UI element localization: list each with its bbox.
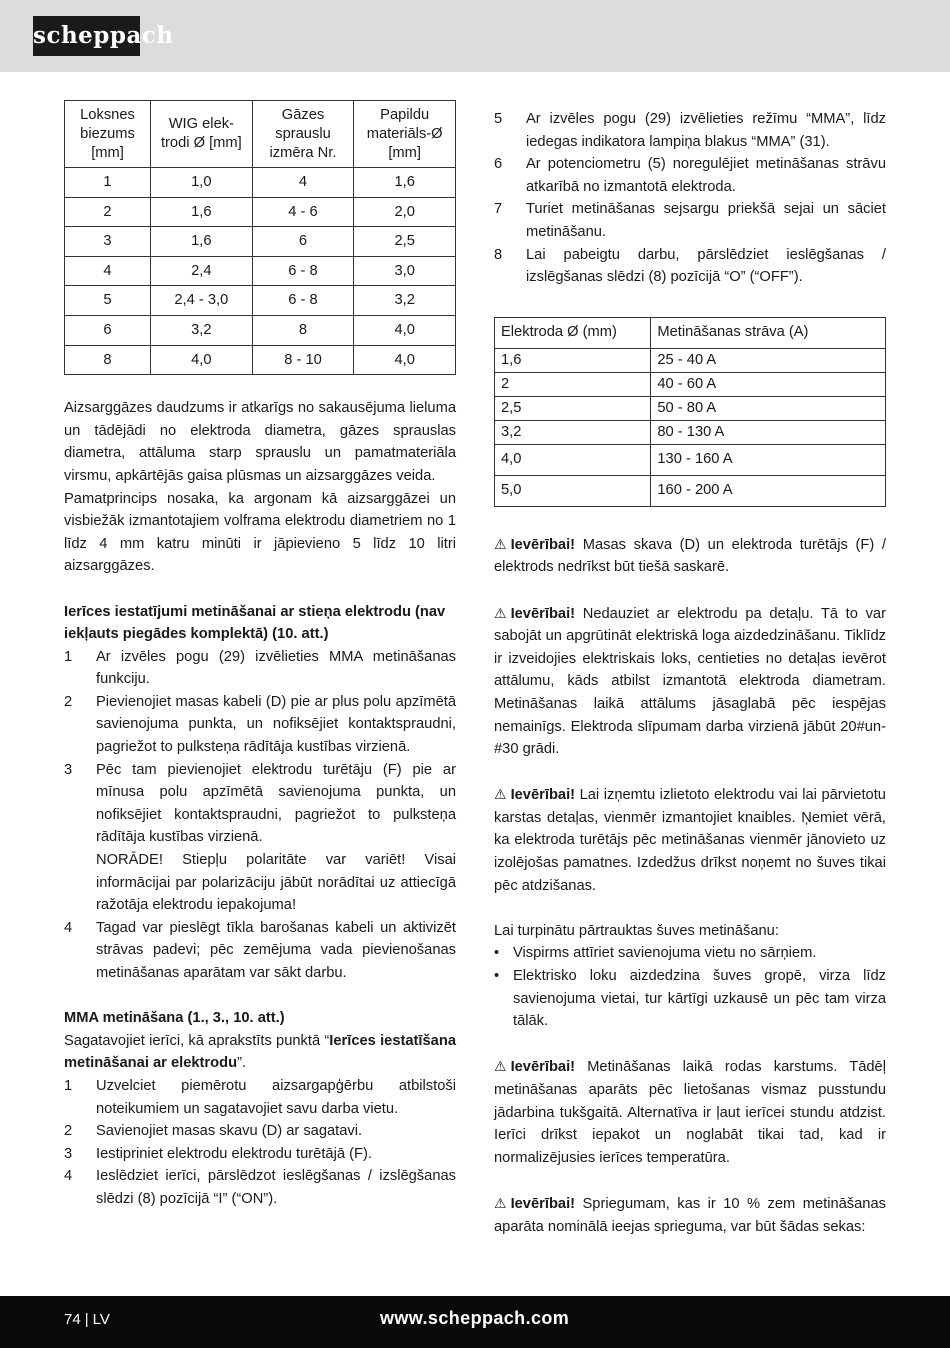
- warning-paragraph: [494, 533, 886, 579]
- table-header-row: [495, 317, 886, 348]
- list-number: 2: [64, 693, 73, 710]
- page-number: [64, 1311, 110, 1328]
- list-item-text: Uzvelciet piemērotu aizsargapģērbu atbilstoši noteikumiem un sagatavojiet savu darba vietu.: [96, 1077, 456, 1117]
- table-cell: 1,6: [151, 227, 253, 257]
- list-item-text: Turiet metināšanas sejsargu priekšā sejai un sāciet metināšanu.: [526, 201, 886, 240]
- table-cell: 4,0: [151, 345, 253, 375]
- table-row: [495, 420, 886, 444]
- warning-paragraph: [494, 602, 886, 761]
- table-row: [65, 345, 456, 375]
- table-cell: 2,0: [354, 197, 456, 227]
- list-item: [64, 1165, 456, 1210]
- warning-text: Nedauziet ar elektrodu pa detaļu. Tā to var sabojāt un apgrūtināt elektriskā loga aizdedzināšanu. Tiklīdz ir izveidojies elektriskais loks, centieties no detaļas ievērot attālumu, kāds atbilst izmantotā elektroda diametram. Metināšanas laikā attālums jāsaglabā pēc iespējas nemainīgs. Elektroda slīpumam darba virzienā jābūt 20#un-#30 grādi.: [494, 605, 886, 758]
- bullet-icon: •: [494, 945, 500, 962]
- list-item: [64, 1075, 456, 1120]
- list-item-text: Lai pabeigtu darbu, pārslēdziet ieslēgšanas / izslēgšanas slēdzi (8) pozīcijā “O” (“OFF”).: [526, 246, 886, 286]
- list-number: 7: [494, 201, 503, 218]
- list-item: [64, 917, 456, 985]
- language-code: LV: [92, 1311, 110, 1328]
- list-number: 3: [64, 761, 73, 778]
- table-row: [495, 396, 886, 420]
- table-cell: 2,4: [151, 256, 253, 286]
- table-row: [65, 286, 456, 316]
- table-cell: 2,4 - 3,0: [151, 286, 253, 316]
- list-item: [64, 646, 456, 691]
- section-heading: Ierīces iestatījumi metināšanai ar stieņa elektrodu (nav iekļauts piegādes komplektā) (10. att.): [64, 603, 446, 643]
- right-column: [494, 108, 886, 1238]
- list-number: 1: [64, 1077, 73, 1094]
- website-link[interactable]: www.scheppach.com: [380, 1308, 570, 1328]
- list-number: 2: [64, 1123, 73, 1140]
- list-number: 6: [494, 156, 503, 173]
- table-cell: 4 - 6: [252, 197, 354, 227]
- list-number: 5: [494, 111, 503, 127]
- table-row: [495, 444, 886, 475]
- warning-label: Ievērībai!: [510, 787, 576, 804]
- table-header-cell: Metināšanas strāva (A): [651, 317, 886, 348]
- warning-text: Metināšanas laikā rodas karstums. Tādēļ metināšanas aparāts pēc lietošanas vismaz pusstundu jādarbina tukšgaitā. Alternatīva ir ļaut ierīcei stundu atdzist. Ierīci drīkst iepakot un noglabāt tikai tad, kad ir normalizējusies ierīces temperatūra.: [494, 1059, 886, 1166]
- table-cell: 1,6: [354, 168, 456, 198]
- table-row: [65, 197, 456, 227]
- table-cell: 6 - 8: [252, 256, 354, 286]
- table-row: [495, 475, 886, 506]
- bullet-icon: •: [494, 968, 500, 985]
- table-header-cell: Papildu materiāls-Ø [mm]: [354, 101, 456, 168]
- table-cell: 25 - 40 A: [651, 348, 886, 372]
- list-number: 4: [64, 1168, 73, 1185]
- argon-paragraph: Pamatprincips nosaka, ka argonam kā aizsarggāzei un visbiežāk izmantotajiem volframa elektrodu diametriem no 1 līdz 4 mm katru minūti ir jāpievieno 5 līdz 10 litri aizsarggāzes.: [64, 490, 456, 575]
- warning-label: Ievērībai!: [510, 605, 576, 622]
- list-item: [64, 1143, 456, 1166]
- table-cell: 4,0: [354, 315, 456, 345]
- left-column: [64, 100, 456, 1211]
- list-number: 3: [64, 1145, 73, 1162]
- table-cell: 8: [252, 315, 354, 345]
- list-number: 1: [64, 648, 73, 665]
- list-item-text: Pievienojiet masas kabeli (D) pie ar plus polu apzīmētā savienojuma punkta, un nofiksējiet kontaktspraudni, pagriežot to pulksteņa rādītāja kustības virzienā.: [96, 693, 456, 756]
- shielding-gas-paragraph: Aizsarggāzes daudzums ir atkarīgs no sakausējuma lieluma un tādējādi no elektroda diametra, gāzes sprauslas diametra, attāluma starp sprauslu un pamatmateriāla virsmu, apkārtējās gaisa plūsmas un aizsarggāzes veida.: [64, 400, 456, 484]
- table-cell: 3: [65, 227, 151, 257]
- table-cell: 6: [252, 227, 354, 257]
- table-cell: 4: [65, 256, 151, 286]
- list-item: [494, 244, 886, 289]
- warning-text: Lai izņemtu izlietoto elektrodu vai lai pārvietotu karstas detaļas, vienmēr izmantojiet knaibles. Ņemiet vērā, ka elektroda turētājs pēc metināšanas vienmēr jānovieto uz izolējošas pamatnes. Izdedžus drīkst noņemt no šuves tikai pēc atdzišanas.: [494, 787, 886, 894]
- table-header-cell: Gāzes sprauslu izmēra Nr.: [252, 101, 354, 168]
- list-item: [494, 198, 886, 243]
- warning-label: Ievērībai!: [510, 536, 576, 553]
- list-item-text: Elektrisko loku aizdedzina šuves gropē, virza līdz savienojuma vietai, tur kārtīgi uzkausē un pēc tam virza tālāk.: [513, 968, 886, 1030]
- warning-triangle-icon: ⚠: [494, 786, 507, 803]
- table-cell: 4: [252, 168, 354, 198]
- table-cell: 2,5: [354, 227, 456, 257]
- table-row: [65, 227, 456, 257]
- prepare-paragraph: [64, 1030, 456, 1075]
- table-cell: 50 - 80 A: [651, 396, 886, 420]
- table-cell: 6 - 8: [252, 286, 354, 316]
- bullet-list: [494, 942, 886, 1032]
- list-item: [494, 942, 886, 965]
- table-header-cell: Elektroda Ø (mm): [495, 317, 651, 348]
- list-item: [64, 691, 456, 759]
- table-cell: 8 - 10: [252, 345, 354, 375]
- brand-logo: scheppach: [33, 16, 140, 56]
- table-cell: 130 - 160 A: [651, 444, 886, 475]
- table-cell: 5: [65, 286, 151, 316]
- warning-label: Ievērībai!: [510, 1059, 576, 1076]
- table-cell: 1,0: [151, 168, 253, 198]
- page-number-value: 74: [64, 1311, 81, 1328]
- table-cell: 1,6: [495, 348, 651, 372]
- numbered-list: [494, 108, 886, 289]
- numbered-list: [64, 1075, 456, 1211]
- list-item-text: Pēc tam pievienojiet elektrodu turētāju (F) pie ar mīnusa polu apzīmētā savienojuma punkta, un nofiksējiet kontaktspraudni, pagriežot to pulksteņa rādītāja kustības virzienā.: [96, 761, 456, 846]
- resume-welding-title: Lai turpinātu pārtrauktas šuves metināšanu:: [494, 922, 779, 939]
- warning-triangle-icon: ⚠: [494, 535, 507, 552]
- table-row: [65, 315, 456, 345]
- table-row: [495, 348, 886, 372]
- table-cell: 6: [65, 315, 151, 345]
- table-cell: 2: [65, 197, 151, 227]
- table-cell: 3,0: [354, 256, 456, 286]
- numbered-list: [64, 646, 456, 985]
- table-cell: 3,2: [354, 286, 456, 316]
- table-cell: 3,2: [495, 420, 651, 444]
- table-cell: 160 - 200 A: [651, 475, 886, 506]
- table-cell: 80 - 130 A: [651, 420, 886, 444]
- table-cell: 3,2: [151, 315, 253, 345]
- list-item-text: Savienojiet masas skavu (D) ar sagatavi.: [96, 1123, 363, 1140]
- header-bar: [0, 0, 950, 72]
- section-heading: MMA metināšana (1., 3., 10. att.): [64, 1010, 285, 1027]
- table-header-row: [65, 101, 456, 168]
- list-item-text: Ieslēdziet ierīci, pārslēdzot ieslēgšanas / izslēgšanas slēdzi (8) pozīcijā “I” (“ON”).: [96, 1168, 456, 1207]
- list-item: [64, 1120, 456, 1143]
- list-number: 4: [64, 919, 73, 936]
- warning-text: Masas skava (D) un elektroda turētājs (F) / elektrods nedrīkst būt tiešā saskarē.: [494, 536, 886, 576]
- list-item: [64, 759, 456, 917]
- table-cell: 2,5: [495, 396, 651, 420]
- list-item: [494, 108, 886, 153]
- table-cell: 4,0: [495, 444, 651, 475]
- warning-triangle-icon: ⚠: [494, 1058, 507, 1075]
- warning-triangle-icon: ⚠: [494, 604, 507, 621]
- table-header-cell: WIG elek-trodi Ø [mm]: [151, 101, 253, 168]
- table-cell: 5,0: [495, 475, 651, 506]
- warning-text: Spriegumam, kas ir 10 % zem metināšanas aparāta nominālā ieejas sprieguma, var būt šādas sekas:: [494, 1195, 886, 1235]
- warning-paragraph: [494, 1055, 886, 1169]
- footer-bar: [0, 1296, 950, 1348]
- list-number: 8: [494, 246, 503, 263]
- text-span: Sagatavojiet ierīci, kā aprakstīts punktā “: [64, 1032, 330, 1049]
- table-cell: 4,0: [354, 345, 456, 375]
- table-row: [495, 372, 886, 396]
- warning-label: Ievērībai!: [510, 1195, 576, 1212]
- table-row: [65, 168, 456, 198]
- table-header-cell: Loksnes biezums [mm]: [65, 101, 151, 168]
- table-row: [65, 256, 456, 286]
- table-cell: 1: [65, 168, 151, 198]
- separator: |: [84, 1311, 89, 1328]
- tig-settings-table: [64, 100, 456, 375]
- table-cell: 40 - 60 A: [651, 372, 886, 396]
- list-item: [494, 965, 886, 1033]
- warning-paragraph: [494, 783, 886, 897]
- polarity-note: NORĀDE! Stiepļu polaritāte var variēt! Visai informācijai par polarizāciju jābūt norādītai uz attiecīgā ražotāja elektrodu iepakojuma!: [96, 852, 456, 914]
- list-item-text: Vispirms attīriet savienojuma vietu no sārņiem.: [513, 945, 817, 962]
- text-span: ”.: [237, 1055, 247, 1072]
- table-cell: 1,6: [151, 197, 253, 227]
- list-item-text: Ar potenciometru (5) noregulējiet metināšanas strāvu atkarībā no izmantotā elektroda.: [526, 156, 886, 195]
- table-cell: 2: [495, 372, 651, 396]
- table-cell: 8: [65, 345, 151, 375]
- list-item-text: Ar izvēles pogu (29) izvēlieties MMA metināšanas funkciju.: [96, 648, 456, 688]
- list-item-text: Iestipriniet elektrodu elektrodu turētājā (F).: [96, 1145, 372, 1162]
- list-item-text: Ar izvēles pogu (29) izvēlieties režīmu “MMA”, līdz iedegas indikatora lampiņa blakus “MMA” (31).: [526, 111, 886, 150]
- warning-triangle-icon: ⚠: [494, 1194, 507, 1211]
- list-item: [494, 153, 886, 198]
- electrode-current-table: [494, 317, 886, 507]
- warning-paragraph: [494, 1192, 886, 1238]
- list-item-text: Tagad var pieslēgt tīkla barošanas kabeli un aktivizēt strāvas padevi; pēc zemējuma vada pievienošanas metināšanas aparātam var sākt darbu.: [96, 919, 456, 981]
- bold-reference: Ierīces iestatīšana metināšanai ar elektrodu: [64, 1032, 456, 1072]
